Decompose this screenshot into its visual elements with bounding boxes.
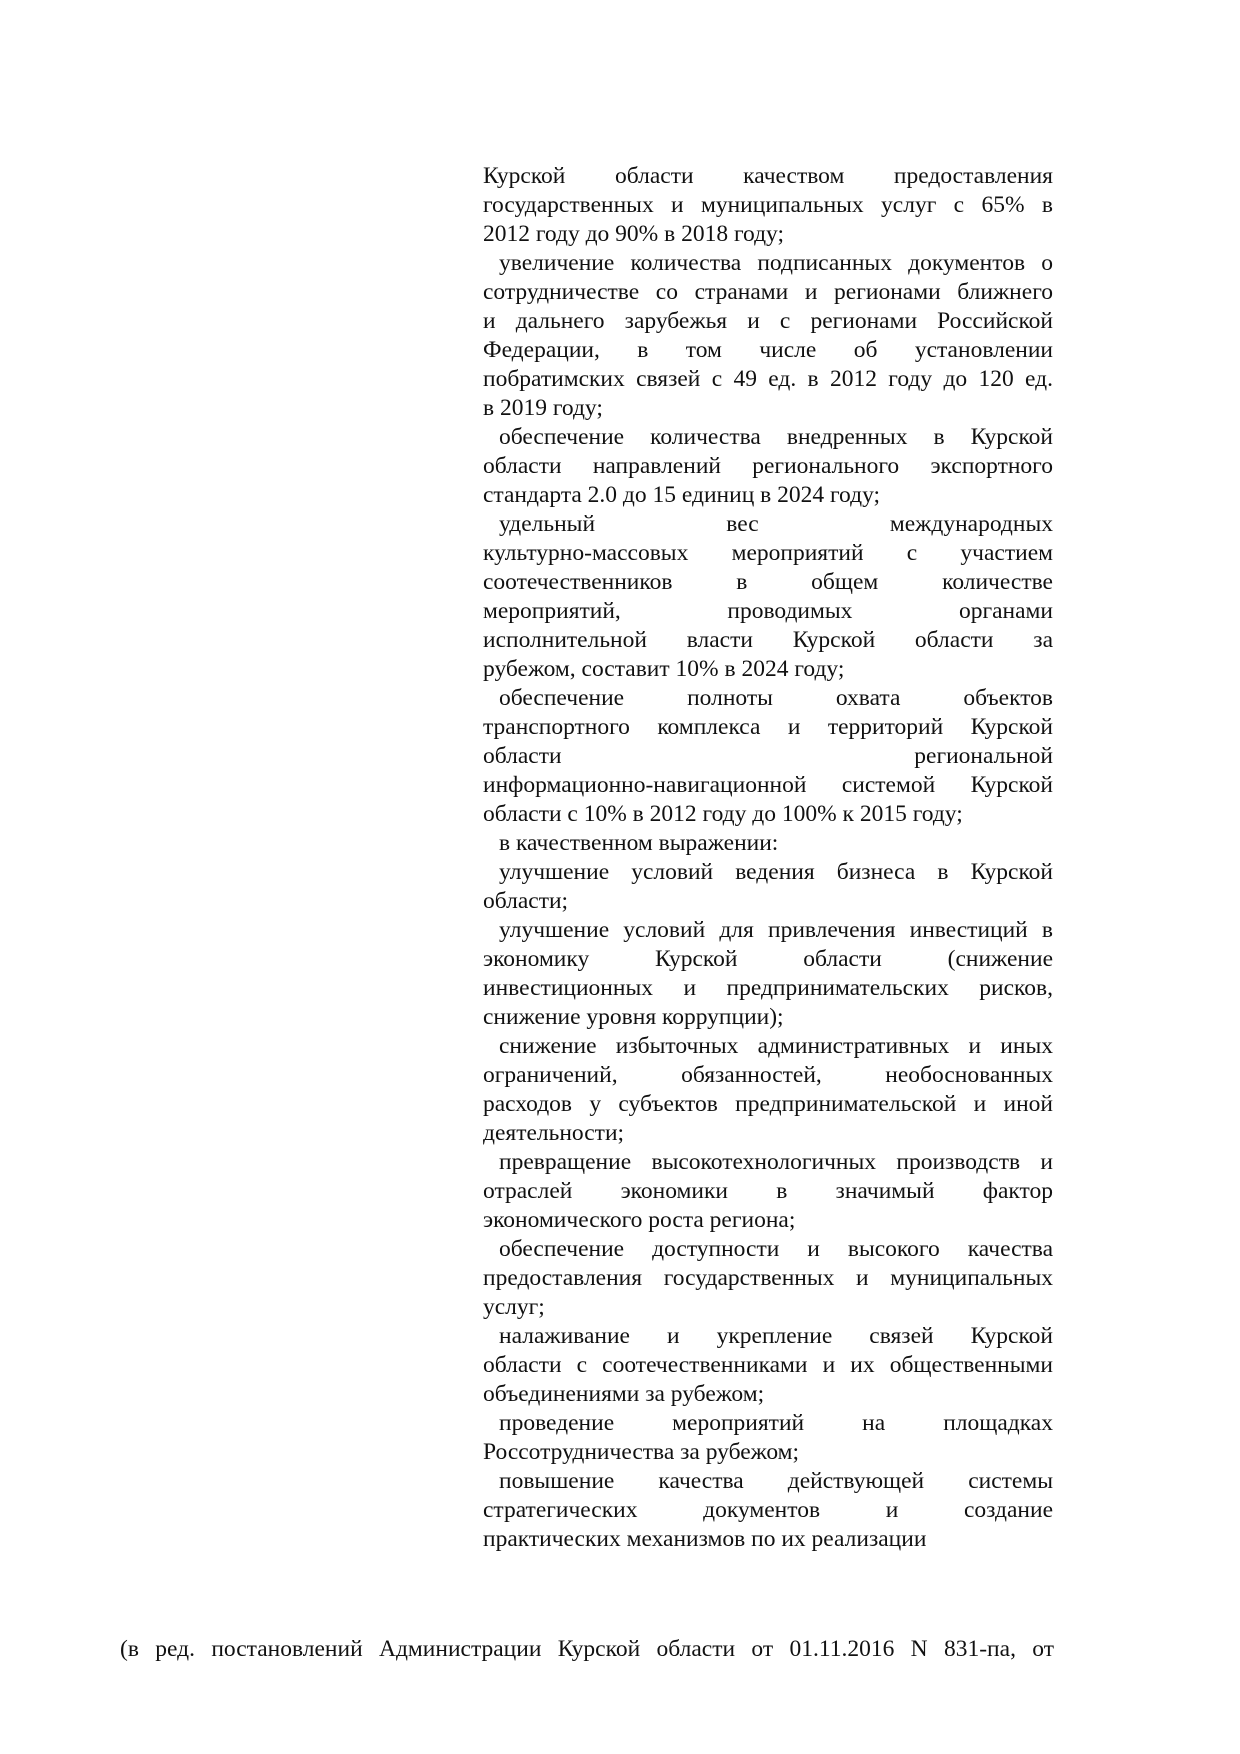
text-line: области; <box>483 888 569 914</box>
text-line: области направлений регионального экспортного <box>483 453 1053 479</box>
paragraph <box>483 829 1053 858</box>
text-line: экономического роста региона; <box>483 1207 796 1233</box>
text-line: области с 10% в 2012 году до 100% к 2015 году; <box>483 801 963 827</box>
text-line: деятельности; <box>483 1120 625 1146</box>
text-line: стандарта 2.0 до 15 единиц в 2024 году; <box>483 482 881 508</box>
paragraph <box>483 249 1053 423</box>
text-line: налаживание и укрепление связей Курской <box>499 1323 1053 1349</box>
text-line: снижение избыточных административных и иных <box>499 1033 1053 1059</box>
text-line: сотрудничестве со странами и регионами ближнего <box>483 279 1053 305</box>
text-line: соотечественников в общем количестве <box>483 569 1053 595</box>
paragraph <box>483 858 1053 916</box>
paragraph <box>483 1467 1053 1554</box>
text-line: Россотрудничества за рубежом; <box>483 1439 800 1465</box>
text-line: Курской области качеством предоставления <box>483 163 1053 189</box>
text-line: транспортного комплекса и территорий Курской <box>483 714 1053 740</box>
program-results-column <box>483 162 1053 1554</box>
text-line: обеспечение доступности и высокого качества <box>499 1236 1053 1262</box>
paragraph <box>483 1322 1053 1409</box>
text-line: экономику Курской области (снижение <box>483 946 1053 972</box>
text-line: Федерации, в том числе об установлении <box>483 337 1053 363</box>
text-line: ограничений, обязанностей, необоснованных <box>483 1062 1053 1088</box>
text-line: повышение качества действующей системы <box>499 1468 1053 1494</box>
paragraph <box>483 1409 1053 1467</box>
text-line: стратегических документов и создание <box>483 1497 1053 1523</box>
text-line: инвестиционных и предпринимательских рисков, <box>483 975 1053 1001</box>
text-line: практических механизмов по их реализации <box>483 1526 927 1552</box>
text-line: проведение мероприятий на площадках <box>499 1410 1053 1436</box>
paragraph <box>483 1148 1053 1235</box>
text-line: улучшение условий ведения бизнеса в Курской <box>499 859 1053 885</box>
text-line: области с соотечественниками и их общественными <box>483 1352 1053 1378</box>
text-line: увеличение количества подписанных документов о <box>499 250 1053 276</box>
text-line: расходов у субъектов предпринимательской и иной <box>483 1091 1053 1117</box>
text-line: обеспечение полноты охвата объектов <box>499 685 1053 711</box>
text-line: предоставления государственных и муниципальных <box>483 1265 1053 1291</box>
text-line: услуг; <box>483 1294 545 1320</box>
text-line: превращение высокотехнологичных производств и <box>499 1149 1053 1175</box>
text-line: культурно-массовых мероприятий с участием <box>483 540 1053 566</box>
text-line: в качественном выражении: <box>499 830 779 856</box>
text-line: объединениями за рубежом; <box>483 1381 765 1407</box>
paragraph <box>483 1032 1053 1148</box>
paragraph <box>483 162 1053 249</box>
text-line: обеспечение количества внедренных в Курской <box>499 424 1053 450</box>
text-line: области региональной <box>483 743 1053 769</box>
paragraph <box>483 423 1053 510</box>
paragraph <box>483 684 1053 829</box>
text-line: информационно-навигационной системой Курской <box>483 772 1053 798</box>
text-line: рубежом, составит 10% в 2024 году; <box>483 656 845 682</box>
text-line: удельный вес международных <box>499 511 1053 537</box>
text-line: снижение уровня коррупции); <box>483 1004 784 1030</box>
amendment-footnote: (в ред. постановлений Администрации Курской области от 01.11.2016 N 831-па, от <box>120 1636 1054 1662</box>
text-line: государственных и муниципальных услуг с 65% в <box>483 192 1053 218</box>
text-line: улучшение условий для привлечения инвестиций в <box>499 917 1053 943</box>
paragraph <box>483 510 1053 684</box>
text-line: мероприятий, проводимых органами <box>483 598 1053 624</box>
text-line: побратимских связей с 49 ед. в 2012 году до 120 ед. <box>483 366 1053 392</box>
paragraph <box>483 916 1053 1032</box>
text-line: и дальнего зарубежья и с регионами Российской <box>483 308 1053 334</box>
text-line: 2012 году до 90% в 2018 году; <box>483 221 785 247</box>
text-line: в 2019 году; <box>483 395 603 421</box>
text-line: отраслей экономики в значимый фактор <box>483 1178 1053 1204</box>
paragraph <box>483 1235 1053 1322</box>
text-line: исполнительной власти Курской области за <box>483 627 1053 653</box>
